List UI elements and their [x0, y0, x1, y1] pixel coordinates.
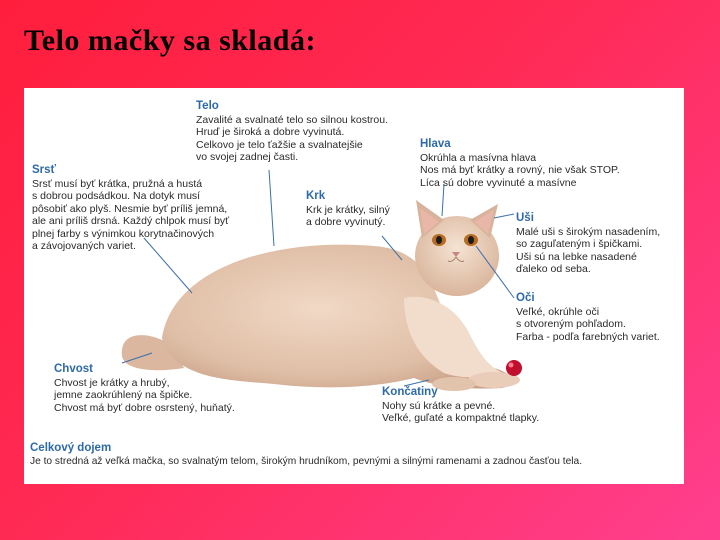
section-text: Veľké, okrúhle oči [516, 305, 600, 318]
section-text: Uši sú na lebke nasadené [516, 250, 637, 263]
section-heading: Telo [196, 100, 219, 112]
section-text: Nos má byť krátky a rovný, nie však STOP. [420, 164, 620, 176]
section-text: plnej farby s výnimkou korytnačinových [32, 227, 215, 240]
section-text: Je to stredná až veľká mačka, so svalnatým telom, širokým hrudníkom, pevnými a silnými ramenami a zadnou časťou tela. [30, 455, 583, 467]
section-text: s otvoreným pohľadom. [516, 318, 626, 330]
section-text: Hruď je široká a dobre vyvinutá. [196, 126, 345, 138]
section-heading: Celkový dojem [30, 442, 112, 454]
section-srst [32, 164, 229, 253]
section-heading: Srsť [32, 164, 57, 176]
section-text: Chvost je krátky a hrubý, [54, 376, 170, 389]
section-telo [196, 100, 388, 164]
section-koncatiny [382, 386, 539, 425]
section-usi [516, 212, 660, 276]
section-text: so zaguľateným i špičkami. [516, 238, 643, 250]
section-chvost [54, 363, 235, 414]
section-text: jemne zaokrúhlený na špičke. [54, 389, 193, 401]
section-text: s dobrou podsádkou. Na dotyk musí [32, 190, 201, 202]
section-text: Okrúhla a masívna hlava [420, 151, 537, 164]
slide-title: Telo mačky sa skladá: [24, 24, 316, 57]
section-text: a dobre vyvinutý. [306, 216, 386, 228]
section-text: Nohy sú krátke a pevné. [382, 399, 496, 412]
section-text: Líca sú dobre vyvinuté a masívne [420, 176, 577, 189]
section-celkovy-dojem [30, 442, 582, 468]
section-krk [306, 190, 390, 229]
section-heading: Uši [516, 212, 534, 224]
section-text: Malé uši s širokým nasadením, [516, 225, 661, 238]
section-text: Farba - podľa farebných variet. [516, 330, 660, 343]
section-text: Chvost má byť dobre osrstený, huňatý. [54, 401, 235, 414]
section-text: Veľké, guľaté a kompaktné tlapky. [382, 412, 540, 424]
section-heading: Hlava [420, 138, 451, 150]
section-text: ďaleko od seba. [516, 263, 591, 275]
section-text: vo svojej zadnej časti. [196, 151, 299, 163]
section-text: ale ani príliš drsná. Každý chlpok musí byť [32, 215, 230, 227]
section-hlava [420, 138, 620, 189]
section-heading: Krk [306, 190, 326, 202]
section-text: Srsť musí byť krátka, pružná a hustá [32, 177, 203, 190]
section-text: Zavalité a svalnaté telo so silnou kostrou. [196, 113, 389, 126]
section-text: a závojovaných variet. [32, 240, 136, 252]
section-text: Celkovo je telo ťažšie a svalnatejšie [196, 138, 363, 151]
section-oci [516, 292, 660, 343]
cat-anatomy-panel [24, 88, 684, 484]
section-heading: Oči [516, 292, 535, 304]
section-heading: Končatiny [382, 386, 438, 398]
section-text: pôsobiť ako plyš. Nesmie byť príliš jemná, [32, 202, 228, 215]
section-heading: Chvost [54, 363, 93, 375]
section-text: Krk je krátky, silný [306, 203, 390, 216]
